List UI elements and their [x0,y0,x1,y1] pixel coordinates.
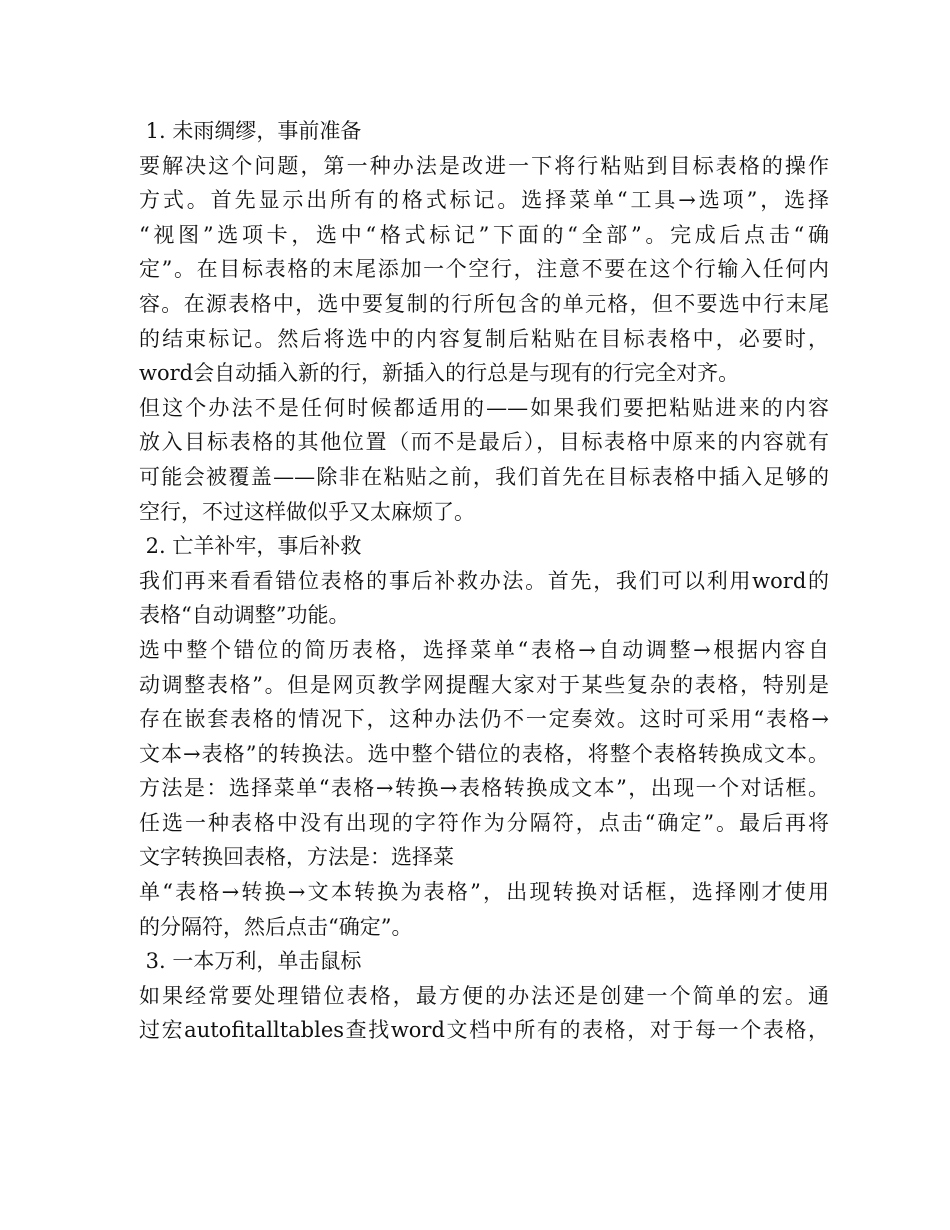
paragraph-line: 容。在源表格中，选中要复制的行所包含的单元格，但不要选中行末尾 [139,291,829,316]
section-heading-2: 2. 亡羊补牢，事后补救 [139,534,362,559]
paragraph-line: 定”。在目标表格的末尾添加一个空行，注意不要在这个行输入任何内 [139,257,829,282]
paragraph-line: 如果经常要处理错位表格，最方便的办法还是创建一个简单的宏。通 [139,983,829,1008]
paragraph-line: 的结束标记。然后将选中的内容复制后粘贴在目标表格中，必要时， [139,326,829,351]
paragraph-line: 放入目标表格的其他位置（而不是最后），目标表格中原来的内容就有 [139,430,829,455]
paragraph-line: 动调整表格”。但是网页教学网提醒大家对于某些复杂的表格，特别是 [139,672,829,697]
paragraph-line: 方式。首先显示出所有的格式标记。选择菜单“工具→选项”，选择 [139,188,829,213]
paragraph-line: 文字转换回表格，方法是：选择菜 [139,845,454,870]
paragraph-line: 单“表格→转换→文本转换为表格”，出现转换对话框，选择刚才使用 [139,880,829,905]
paragraph-line: 的分隔符，然后点击“确定”。 [139,914,413,939]
paragraph-line: 任选一种表格中没有出现的字符作为分隔符，点击“确定”。最后再将 [139,810,829,835]
paragraph-line: 表格“自动调整”功能。 [139,603,350,628]
paragraph-line: 空行，不过这样做似乎又太麻烦了。 [139,499,475,524]
document-body [139,114,829,1048]
paragraph-line: 可能会被覆盖——除非在粘贴之前，我们首先在目标表格中插入足够的 [139,464,829,489]
section-heading-1: 1. 未雨绸缪，事前准备 [139,119,362,143]
paragraph-line: 方法是：选择菜单“表格→转换→表格转换成文本”，出现一个对话框。 [139,776,829,801]
paragraph-line: 存在嵌套表格的情况下，这种办法仍不一定奏效。这时可采用“表格→ [139,707,829,732]
paragraph-line: 选中整个错位的简历表格，选择菜单“表格→自动调整→根据内容自 [139,637,829,662]
paragraph-line: 文本→表格”的转换法。选中整个错位的表格，将整个表格转换成文本。 [139,741,829,766]
paragraph-line: “视图”选项卡，选中“格式标记”下面的“全部”。完成后点击“确 [139,222,829,247]
section-heading-3: 3. 一本万利，单击鼠标 [139,949,362,974]
paragraph-line: word会自动插入新的行，新插入的行总是与现有的行完全对齐。 [139,361,740,386]
paragraph-line: 过宏autofitalltables查找word文档中所有的表格，对于每一个表格， [139,1018,829,1043]
paragraph-line: 我们再来看看错位表格的事后补救办法。首先，我们可以利用word的 [139,568,829,593]
paragraph-line: 但这个办法不是任何时候都适用的——如果我们要把粘贴进来的内容 [139,395,829,420]
paragraph-line: 要解决这个问题，第一种办法是改进一下将行粘贴到目标表格的操作 [139,153,829,178]
